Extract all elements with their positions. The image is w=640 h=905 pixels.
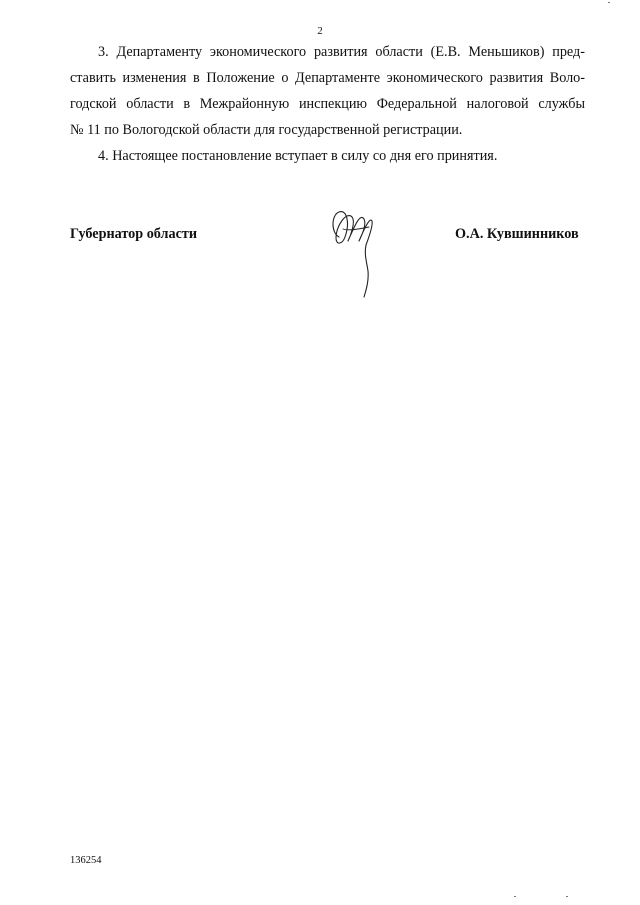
decree-body [70, 39, 585, 169]
item-3-line: № 11 по Вологодской области для государственной регистрации. [70, 122, 463, 138]
signatory-position: Губернатор области [70, 226, 198, 242]
item-4-paragraph [70, 143, 585, 169]
document-code: 136254 [70, 855, 102, 866]
signatory-name: О.А. Кувшинников [455, 226, 579, 242]
scan-speck [608, 2, 610, 3]
item-3-line: ставить изменения в Положение о Департаменте экономического развития Воло- [70, 70, 585, 86]
item-4-line: 4. Настоящее постановление вступает в силу со дня его принятия. [98, 148, 498, 164]
item-3-line: годской области в Межрайонную инспекцию Федеральной налоговой службы [70, 96, 585, 112]
handwritten-signature [325, 205, 395, 300]
item-3-line: 3. Департаменту экономического развития области (Е.В. Меньшиков) пред- [98, 44, 585, 60]
scan-speck [566, 896, 568, 897]
item-3-paragraph [70, 39, 585, 143]
page-number: 2 [317, 25, 323, 37]
scan-speck [514, 896, 516, 897]
